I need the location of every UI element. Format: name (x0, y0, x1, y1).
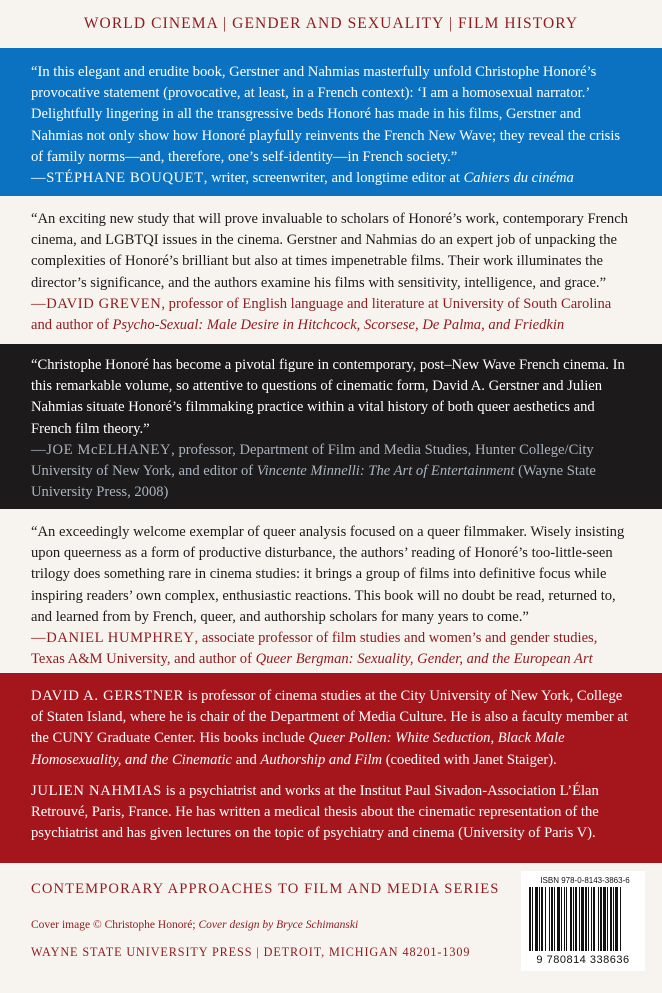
blurb-author: —STÉPHANE BOUQUET (31, 170, 204, 187)
blurb-publication: Psycho-Sexual: Male Desire in Hitchcock, Scorsese, De Palma, and Friedkin (112, 317, 565, 334)
series-title: CONTEMPORARY APPROACHES TO FILM AND MEDIA SERIES (31, 881, 500, 897)
blurb-role-after: (Wayne State University Press, 2008) (31, 463, 596, 501)
barcode-bars-icon (525, 887, 641, 953)
bio-nahmias (31, 781, 631, 845)
cover-design-credit: Cover design by Bryce Schimanski (198, 919, 359, 931)
blurb-text: “In this elegant and erudite book, Gerstner and Nahmias masterfully unfold Christophe Honoré’s provocative statement (provocative, at least, in a French context): ‘I am a homosexual narrator.’ Delightfully lingering in all the transgressive beds Honoré has made in his films, Gerstner and Nahmias not only show how Honoré playfully reinvents the French New Wave; they reveal the crisis of family norms—and, therefore, one’s self-identity—in French society.” (31, 64, 621, 165)
isbn-label: ISBN 978-0-8143-3863-6 (540, 876, 630, 885)
bio-name: JULIEN NAHMIAS (31, 782, 163, 799)
blurb-author: —DAVID GREVEN (31, 295, 162, 312)
blurb-author: —JOE McELHANEY (31, 441, 172, 458)
blurb-publication: Queer Bergman: Sexuality, Gender, and the European Art (255, 651, 593, 668)
blurb-greven (0, 196, 662, 344)
blurb-attribution (31, 440, 631, 504)
blurb-author: —DANIEL HUMPHREY (31, 630, 195, 647)
bio-book: Authorship and Film (260, 751, 383, 768)
blurb-text: “Christophe Honoré has become a pivotal figure in contemporary, post–New Wave French cinema. In this remarkable volume, so attentive to questions of cinematic form, David A. Gerstner and Julien Nahmias situate Honoré’s filmmaking practice within a vital history of both queer aesthetics and French film theory.” (31, 357, 625, 437)
blurb-text: “An exceedingly welcome exemplar of queer analysis focused on a queer filmmaker. Wisely insisting upon queerness as a form of productive disturbance, the authors’ reading of Honoré’s too-little-seen trilogy does something rare in cinema studies: it brings a group of films into definitive focus while inspiring readers’ own complex, enthusiastic reactions. This book will no doubt be read, returned to, and learned from by French, queer, and authorship scholars for many years to come.” (31, 524, 625, 625)
cover-image-credit: Cover image © Christophe Honoré; (31, 919, 199, 931)
bio-name: DAVID A. GERSTNER (31, 688, 185, 704)
publisher-line: WAYNE STATE UNIVERSITY PRESS | DETROIT, MICHIGAN 48201-1309 (31, 945, 471, 959)
blurb-mcelhaney (0, 344, 662, 509)
category-line: WORLD CINEMA | GENDER AND SEXUALITY | FILM HISTORY (83, 15, 579, 32)
blurb-publication: Vincente Minnelli: The Art of Entertainment (256, 463, 515, 480)
bio-text: and (232, 751, 261, 768)
bio-text: is professor of cinema studies at the City University of New York, College of Staten Island, where he is chair of the Department of Media Culture. He is also a faculty member at the CUNY Graduate Center. His books include (31, 688, 628, 747)
bio-gerstner (31, 686, 631, 771)
bio-book: Queer Pollen: White Seduction, Black Male Homosexuality, and the Cinematic (31, 730, 565, 768)
blurb-publication: Cahiers du cinéma (463, 170, 574, 187)
bio-text: (coedited with Janet Staiger). (382, 751, 557, 768)
blurb-text: “An exciting new study that will prove invaluable to scholars of Honoré’s work, contemporary French cinema, and LGBTQI issues in the cinema. Gerstner and Nahmias do an expert job of unpacking the complexities of Honoré’s brilliant but also at times impenetrable films. Their work illuminates the director’s significance, and the authors examine his films with sensitivity, intelligence, and grace.” (31, 211, 628, 291)
blurb-bouquet (0, 48, 662, 196)
blurb-role: , professor, Department of Film and Media Studies, Hunter College/City University of New York, and editor of (31, 441, 594, 480)
barcode (521, 871, 645, 971)
blurb-attribution (31, 168, 631, 189)
top-header-categories (0, 0, 662, 48)
blurb-attribution (31, 294, 631, 336)
barcode-digits: 9 780814 338636 (536, 954, 630, 966)
blurb-humphrey (0, 509, 662, 673)
author-bios (0, 673, 662, 863)
bio-text: is a psychiatrist and works at the Institut Paul Sivadon-Association L’Élan Retrouvé, Paris, France. He has written a medical thesis about the cinematic representation of the psychiatrist and has given lectures on the topic of psychiatry and cinema (University of Paris V). (31, 782, 599, 842)
blurb-role: , writer, screenwriter, and longtime editor at (203, 170, 464, 187)
cover-credit (31, 919, 358, 931)
blurb-role: , associate professor of film studies and women’s and gender studies, Texas A&M University, and author of (31, 630, 598, 668)
blurb-role: , professor of English language and literature at University of South Carolina and author of (31, 295, 612, 334)
